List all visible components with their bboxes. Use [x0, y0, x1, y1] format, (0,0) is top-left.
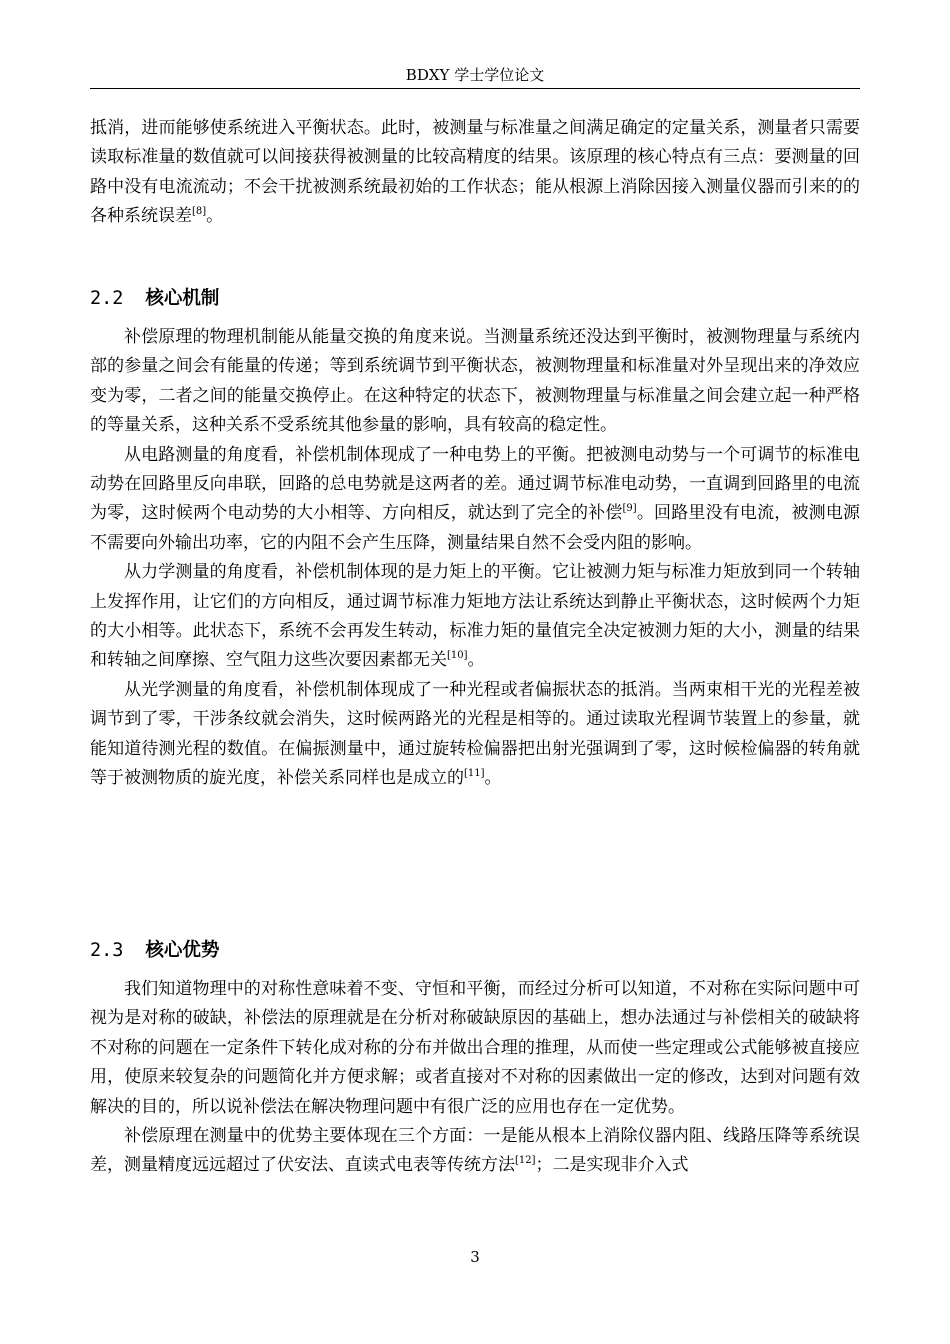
section-heading-2-2: [90, 284, 860, 314]
body-paragraph: 我们知道物理中的对称性意味着不变、守恒和平衡，而经过分析可以知道，不对称在实际问题中可视为是对称的破缺，补偿法的原理就是在分析对称破缺原因的基础上，想办法通过与补偿相关的破缺将不对称的问题在一定条件下转化成对称的分布并做出合理的推理，从而使一些定理或公式能够被直接应用，使原来较复杂的问题简化并方便求解；或者直接对不对称的因素做出一定的修改，达到对问题有效解决的目的，所以说补偿法在解决物理问题中有很广泛的应用也存在一定优势。: [90, 979, 860, 1117]
body-paragraph: 补偿原理的物理机制能从能量交换的角度来说。当测量系统还没达到平衡时，被测物理量与系统内部的参量之间会有能量的传递；等到系统调节到平衡状态，被测物理量和标准量对外呈现出来的净效应变为零，二者之间的能量交换停止。在这种特定的状态下，被测物理量与标准量之间会建立起一种严格的等量关系，这种关系不受系统其他参量的影响，具有较高的稳定性。: [90, 327, 860, 436]
section-number: 2.2: [90, 288, 124, 309]
body-paragraph: 抵消，进而能够使系统进入平衡状态。此时，被测量与标准量之间满足确定的定量关系，测量者只需要读取标准量的数值就可以间接获得被测量的比较高精度的结果。该原理的核心特点有三点：要测量的回路中没有电流流动；不会干扰被测系统最初始的工作状态；能从根源上消除因接入测量仪器而引来的的各种系统误差[8]。: [90, 118, 860, 227]
section-title: 核心机制: [145, 288, 220, 309]
citation: [12]: [515, 1155, 536, 1167]
section-2-3-body: [90, 975, 860, 1181]
paragraph-continued: [90, 114, 860, 232]
running-header: BDXY 学士学位论文: [90, 62, 860, 89]
citation: [11]: [464, 768, 485, 780]
section-title: 核心优势: [145, 940, 220, 961]
section-heading-2-3: [90, 936, 860, 966]
body-paragraph: 补偿原理在测量中的优势主要体现在三个方面：一是能从根本上消除仪器内阻、线路压降等系统误差，测量精度远远超过了伏安法、直读式电表等传统方法[12]；二是实现非介入式: [90, 1126, 860, 1176]
page-number: 3: [470, 1248, 480, 1266]
body-paragraph: 从电路测量的角度看，补偿机制体现成了一种电势上的平衡。把被测电动势与一个可调节的标准电动势在回路里反向串联，回路的总电势就是这两者的差。通过调节标准电动势，一直调到回路里的电流为零，这时候两个电动势的大小相等、方向相反，就达到了完全的补偿[9]。回路里没有电流，被测电源不需要向外输出功率，它的内阻不会产生压降，测量结果自然不会受内阻的影响。: [90, 444, 861, 553]
citation: [9]: [622, 503, 637, 515]
citation: [8]: [192, 206, 207, 218]
citation: [10]: [447, 650, 468, 662]
section-2-2-body: [90, 323, 860, 794]
body-paragraph: 从光学测量的角度看，补偿机制体现成了一种光程或者偏振状态的抵消。当两束相干光的光程差被调节到了零，干涉条纹就会消失，这时候两路光的光程是相等的。通过读取光程调节装置上的参量，就能知道待测光程的数值。在偏振测量中，通过旋转检偏器把出射光强调到了零，这时候检偏器的转角就等于被测物质的旋光度，补偿关系同样也是成立的[11]。: [90, 679, 860, 789]
section-number: 2.3: [90, 940, 124, 961]
body-paragraph: 从力学测量的角度看，补偿机制体现的是力矩上的平衡。它让被测力矩与标准力矩放到同一个转轴上发挥作用，让它们的方向相反，通过调节标准力矩地方法让系统达到静止平衡状态，这时候两个力矩的大小相等。此状态下，系统不会再发生转动，标准力矩的量值完全决定被测力矩的大小，测量的结果和转轴之间摩擦、空气阻力这些次要因素都无关[10]。: [90, 562, 860, 671]
